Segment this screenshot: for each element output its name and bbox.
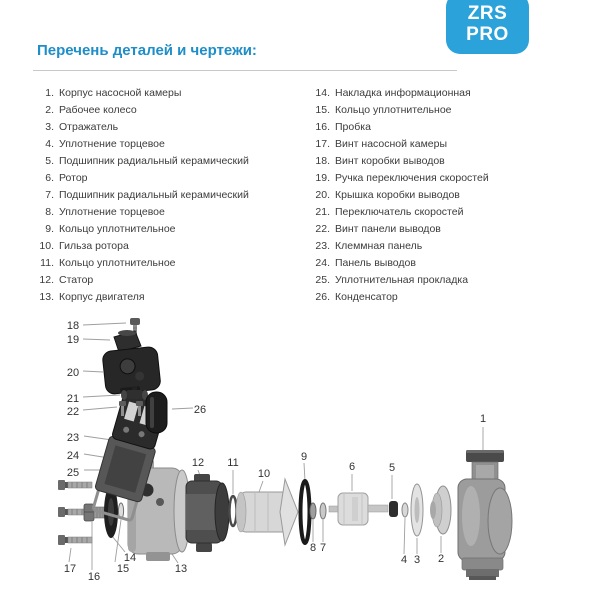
callout-16: 16 bbox=[87, 571, 101, 583]
brand-logo-line2: PRO bbox=[466, 23, 509, 45]
callout-13: 13 bbox=[174, 563, 188, 575]
callout-26: 26 bbox=[193, 404, 207, 416]
callout-18: 18 bbox=[66, 320, 80, 332]
part-row-8: 8. Уплотнение торцевое bbox=[45, 206, 165, 218]
callout-19: 19 bbox=[66, 334, 80, 346]
part-row-16: 16. Пробка bbox=[315, 121, 371, 133]
part-row-11: 11. Кольцо уплотнительное bbox=[40, 257, 176, 269]
part-o-ring-9 bbox=[301, 481, 310, 543]
callout-15: 15 bbox=[116, 563, 130, 575]
part-rotor-6 bbox=[329, 493, 388, 525]
callout-1: 1 bbox=[479, 413, 487, 425]
part-row-13: 13. Корпус двигателя bbox=[39, 291, 145, 303]
callout-25: 25 bbox=[66, 467, 80, 479]
page-title: Перечень деталей и чертежи: bbox=[37, 42, 257, 59]
part-ring-8 bbox=[310, 503, 316, 519]
part-row-1: 1. Корпус насосной камеры bbox=[45, 87, 182, 99]
part-stator-12 bbox=[186, 474, 229, 552]
callout-11: 11 bbox=[227, 457, 239, 469]
callout-24: 24 bbox=[66, 450, 80, 462]
callout-17: 17 bbox=[63, 563, 77, 575]
part-row-26: 26. Конденсатор bbox=[315, 291, 398, 303]
callout-10: 10 bbox=[257, 468, 271, 480]
part-capacitor-26 bbox=[146, 392, 167, 433]
part-deflector-3 bbox=[411, 484, 423, 536]
part-row-17: 17. Винт насосной камеры bbox=[315, 138, 448, 150]
callout-2: 2 bbox=[437, 553, 445, 565]
part-terminal-box-cover-20 bbox=[102, 346, 161, 395]
part-row-15: 15. Кольцо уплотнительное bbox=[315, 104, 452, 116]
part-row-2: 2. Рабочее колесо bbox=[45, 104, 137, 116]
part-row-19: 19. Ручка переключения скоростей bbox=[315, 172, 489, 184]
callout-4: 4 bbox=[400, 554, 408, 566]
brand-logo-line1: ZRS bbox=[467, 2, 508, 24]
part-pump-chamber-housing-1 bbox=[458, 450, 512, 580]
part-row-20: 20. Крышка коробки выводов bbox=[315, 189, 460, 201]
callout-8: 8 bbox=[309, 542, 317, 554]
part-row-25: 25. Уплотнительная прокладка bbox=[315, 274, 469, 286]
callout-12: 12 bbox=[191, 457, 205, 469]
part-row-18: 18. Винт коробки выводов bbox=[315, 155, 445, 167]
callout-6: 6 bbox=[348, 461, 356, 473]
part-rotor-sleeve-10 bbox=[236, 479, 298, 545]
part-row-7: 7. Подшипник радиальный керамический bbox=[45, 189, 249, 201]
part-ring-7 bbox=[320, 503, 326, 519]
part-row-14: 14. Накладка информационная bbox=[315, 87, 471, 99]
callout-9: 9 bbox=[300, 451, 308, 463]
part-bearing-5 bbox=[389, 501, 398, 517]
callout-23: 23 bbox=[66, 432, 80, 444]
callout-5: 5 bbox=[388, 462, 396, 474]
part-row-23: 23. Клеммная панель bbox=[315, 240, 423, 252]
part-row-5: 5. Подшипник радиальный керамический bbox=[45, 155, 249, 167]
part-row-21: 21. Переключатель скоростей bbox=[315, 206, 464, 218]
part-seal-4 bbox=[402, 503, 408, 517]
callout-14: 14 bbox=[123, 552, 137, 564]
part-row-9: 9. Кольцо уплотнительное bbox=[45, 223, 176, 235]
part-row-22: 22. Винт панели выводов bbox=[315, 223, 441, 235]
part-o-ring-11 bbox=[230, 496, 237, 526]
part-impeller-2 bbox=[430, 486, 451, 534]
callout-22: 22 bbox=[66, 406, 80, 418]
callout-21: 21 bbox=[66, 393, 80, 405]
callout-7: 7 bbox=[319, 542, 327, 554]
callout-3: 3 bbox=[413, 554, 421, 566]
part-row-4: 4. Уплотнение торцевое bbox=[45, 138, 165, 150]
part-row-24: 24. Панель выводов bbox=[315, 257, 416, 269]
part-row-3: 3. Отражатель bbox=[45, 121, 119, 133]
part-row-6: 6. Ротор bbox=[45, 172, 88, 184]
part-row-12: 12. Статор bbox=[39, 274, 94, 286]
part-row-10: 10. Гильза ротора bbox=[39, 240, 129, 252]
callout-20: 20 bbox=[66, 367, 80, 379]
